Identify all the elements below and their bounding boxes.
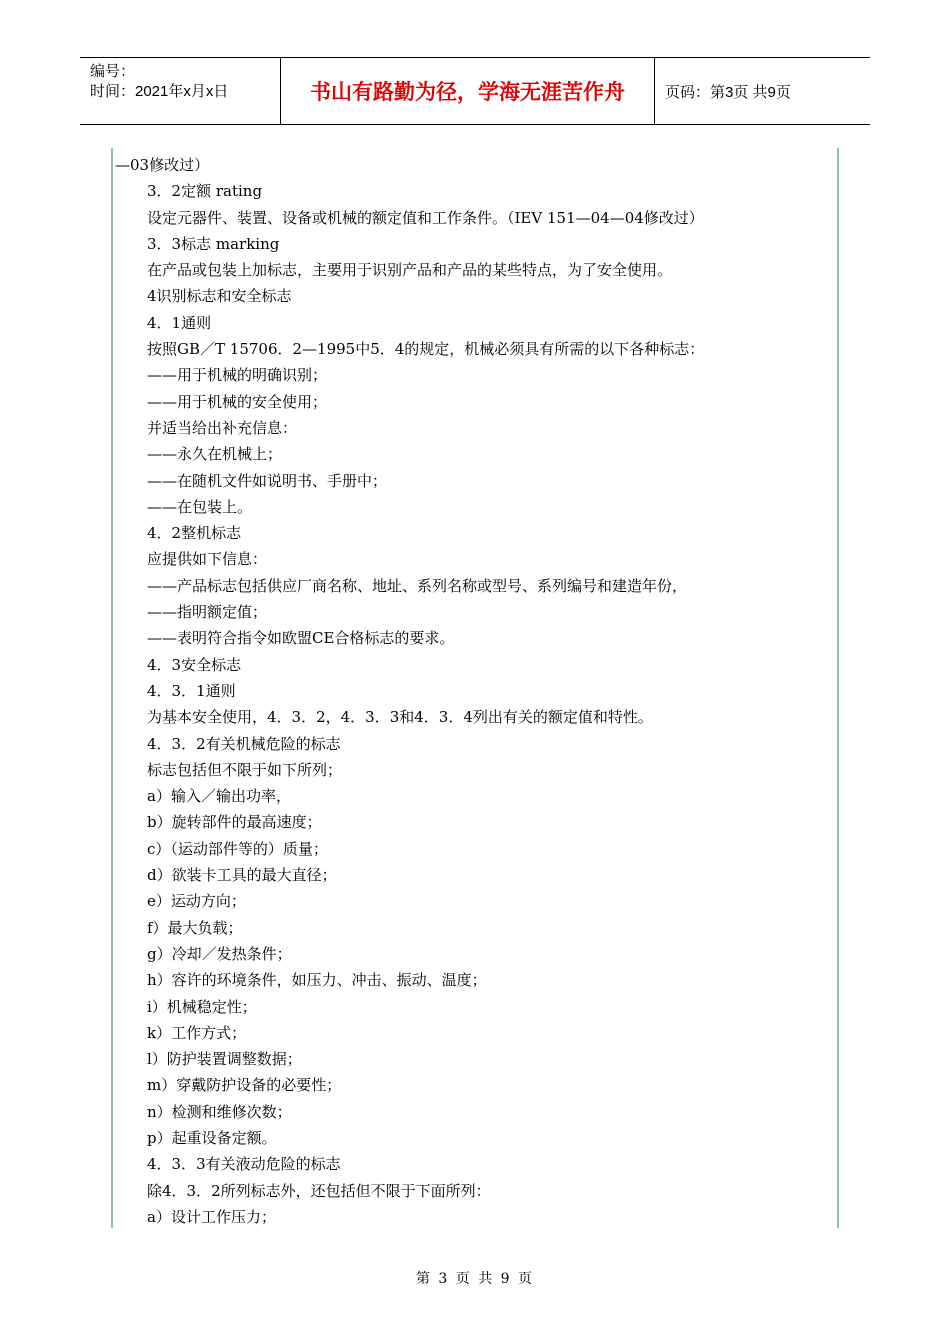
text-line: —03修改过）	[115, 156, 210, 174]
header-motto: 书山有路勤为径，学海无涯苦作舟	[281, 58, 655, 124]
text-line: n）检测和维修次数；	[147, 1102, 292, 1121]
text-line: 在产品或包装上加标志，主要用于识别产品和产品的某些特点，为了安全使用。	[147, 261, 673, 280]
page-header	[80, 57, 870, 125]
text-line: ——指明额定值；	[147, 603, 268, 622]
text-line: ——用于机械的安全使用；	[147, 392, 328, 411]
text-line: ——用于机械的明确识别；	[147, 366, 328, 385]
text-line: 4．3．3有关液动危险的标志	[147, 1155, 341, 1174]
text-line: k）工作方式；	[147, 1023, 247, 1042]
text-line: ——在包装上。	[147, 497, 253, 516]
text-line: 3．2定额 rating	[147, 182, 263, 201]
text-line: 设定元器件、装置、设备或机械的额定值和工作条件。（IEV 151—04—04修改过）	[147, 208, 704, 227]
text-line: ——表明符合指令如欧盟CE合格标志的要求。	[147, 629, 455, 648]
text-line: a）设计工作压力；	[147, 1207, 276, 1226]
text-line: 4．3安全标志	[147, 655, 242, 674]
text-line: p）起重设备定额。	[147, 1128, 277, 1147]
text-line: i）机械稳定性；	[147, 997, 257, 1016]
text-line: 除4．3．2所列标志外，还包括但不限于下面所列：	[147, 1181, 491, 1200]
content-frame	[111, 148, 839, 1228]
text-line: h）容许的环境条件，如压力、冲击、振动、温度；	[147, 971, 487, 990]
text-line: 并适当给出补充信息：	[147, 418, 298, 437]
text-line: 4．3．2有关机械危险的标志	[147, 734, 341, 753]
text-line: 标志包括但不限于如下所列；	[147, 760, 343, 779]
header-info-cell	[80, 58, 281, 124]
text-line: c）（运动部件等的）质量；	[147, 839, 328, 858]
text-line: ——产品标志包括供应厂商名称、地址、系列名称或型号、系列编号和建造年份，	[147, 576, 688, 595]
document-body	[113, 152, 837, 1230]
page-footer: 第 3 页 共 9 页	[415, 1271, 535, 1287]
text-line: 3．3标志 marking	[147, 234, 280, 253]
document-number-label: 编号：	[90, 63, 136, 80]
text-line: 4识别标志和安全标志	[147, 287, 292, 306]
text-line: 应提供如下信息：	[147, 550, 268, 569]
text-line: 为基本安全使用，4．3．2，4．3．3和4．3．4列出有关的额定值和特性。	[147, 708, 653, 727]
text-line: a）输入／输出功率，	[147, 787, 291, 806]
text-line: f）最大负载；	[147, 918, 243, 937]
text-line: g）冷却／发热条件；	[147, 944, 292, 963]
text-line: e）运动方向；	[147, 892, 246, 911]
text-line: b）旋转部件的最高速度；	[147, 813, 322, 832]
document-time-label: 时间：2021年x月x日	[90, 83, 229, 100]
text-line: ——永久在机械上；	[147, 445, 283, 464]
header-page-code: 页码：第3页 共9页	[665, 83, 791, 101]
text-line: m）穿戴防护设备的必要性；	[147, 1076, 342, 1095]
text-line: 4．3．1通则	[147, 681, 236, 700]
text-line: 4．2整机标志	[147, 524, 242, 543]
text-line: 按照GB／T 15706．2—1995中5．4的规定，机械必须具有所需的以下各种标志：	[147, 340, 705, 359]
text-line: ——在随机文件如说明书、手册中；	[147, 471, 388, 490]
text-line: d）欲装卡工具的最大直径；	[147, 866, 337, 885]
text-line: 4．1通则	[147, 313, 212, 332]
text-line: l）防护装置调整数据；	[147, 1050, 302, 1069]
